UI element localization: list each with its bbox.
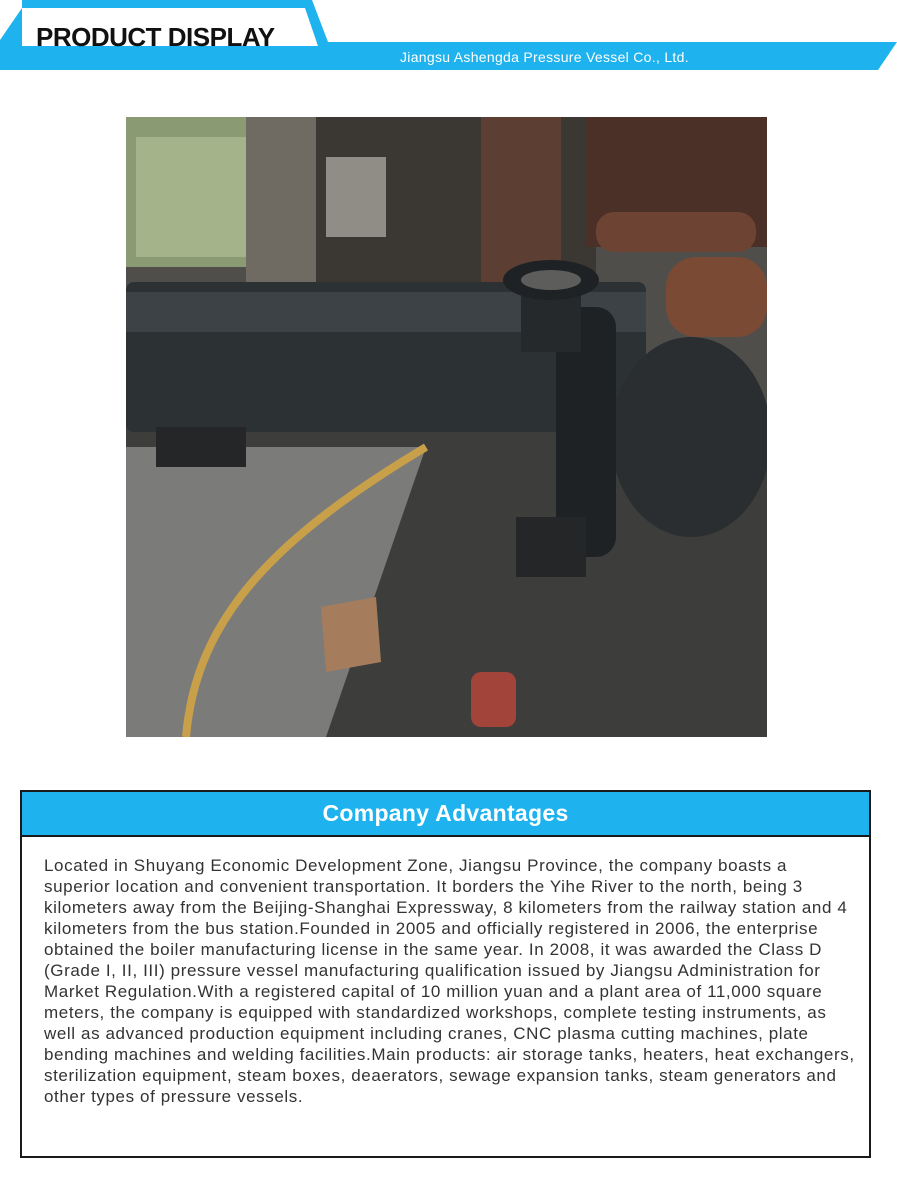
advantages-text: Located in Shuyang Economic Development Zone, Jiangsu Province, the company boasts a superior location and convenient transportation. It borders the Yihe River to the north, being 3 kilometers away from the Beijing-Shanghai Expressway, 8 kilometers from the railway station and 4 kilometers from the bus station.Founded in 2005 and officially registered in 2006, the enterprise obtained the boiler manufacturing license in the same year. In 2008, it was awarded the Class D (Grade I, II, III) pressure vessel manufacturing qualification issued by Jiangsu Administration for Market Regulation.With a registered capital of 10 million yuan and a plant area of 11,000 square meters, the company is equipped with standardized workshops, complete testing instruments, as well as advanced production equipment including cranes, CNC plasma cutting machines, plate bending machines and welding facilities.Main products: air storage tanks, heaters, heat exchangers, sterilization equipment, steam boxes, deaerators, sewage expansion tanks, steam generators and other types of pressure vessels. bbox=[44, 856, 855, 1106]
company-name: Jiangsu Ashengda Pressure Vessel Co., Ltd. bbox=[400, 49, 689, 65]
page-title: PRODUCT DISPLAY bbox=[36, 22, 275, 52]
company-advantages-panel bbox=[20, 790, 871, 1158]
header-banner bbox=[0, 0, 897, 80]
advantages-header bbox=[22, 792, 869, 837]
advantages-title: Company Advantages bbox=[322, 800, 569, 826]
product-photo bbox=[126, 117, 767, 737]
